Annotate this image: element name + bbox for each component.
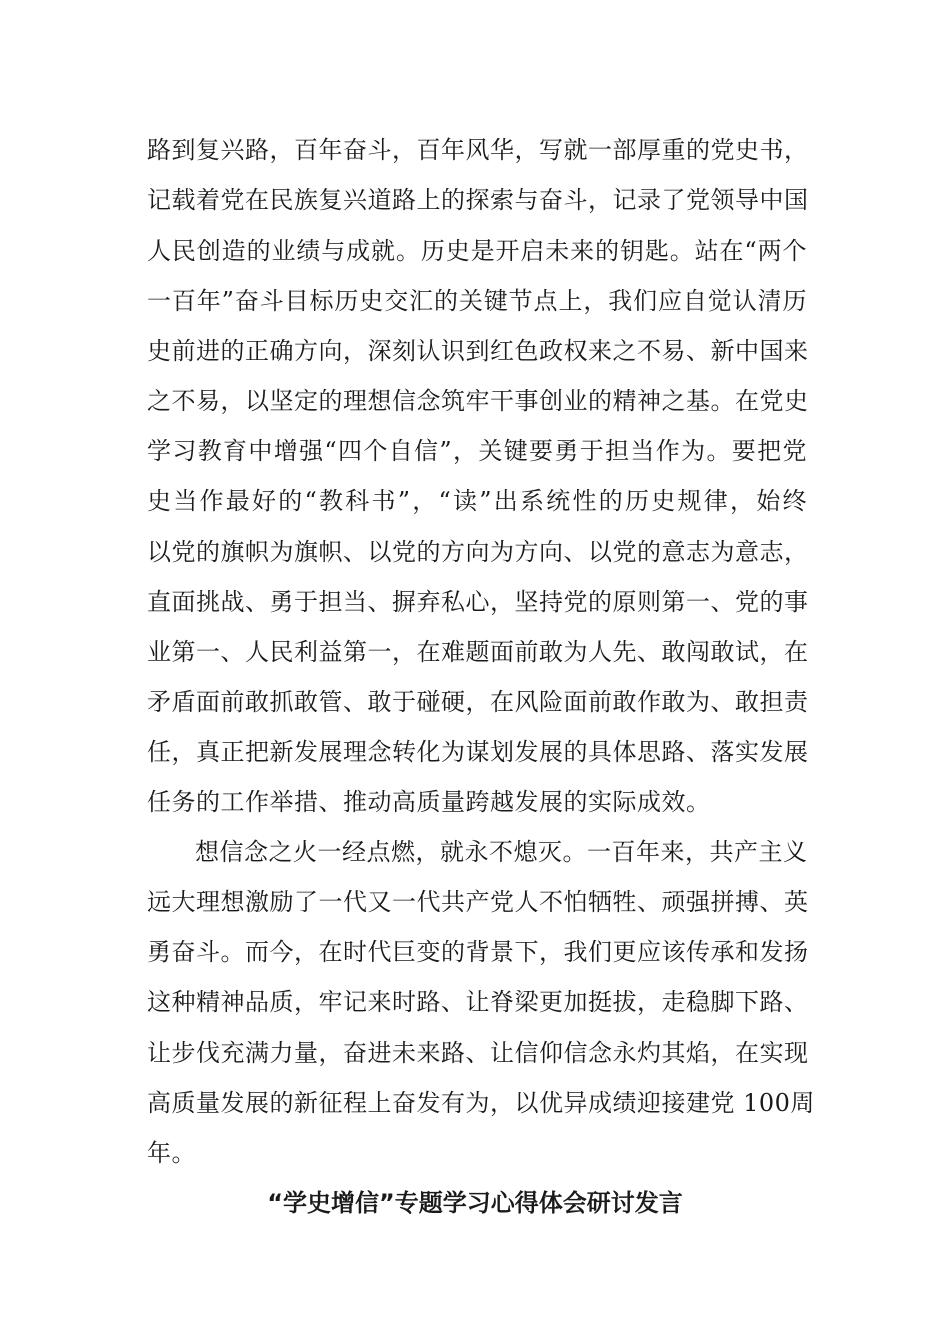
paragraph-2-line-7: 年。 bbox=[147, 1139, 196, 1167]
paragraph-2-line-3: 勇奋斗。而今，在时代巨变的背景下，我们更应该传承和发扬 bbox=[147, 938, 809, 966]
paragraph-1-line-7: 学习教育中增强“四个自信”，关键要勇于担当作为。要把党 bbox=[147, 437, 807, 465]
paragraph-1-line-11: 业第一、人民利益第一，在难题面前敢为人先、敢闯敢试，在 bbox=[147, 638, 809, 666]
paragraph-2-line-4: 这种精神品质，牢记来时路、让脊梁更加挺拔，走稳脚下路、 bbox=[147, 988, 809, 1016]
paragraph-2-line-2: 远大理想激励了一代又一代共产党人不怕牺牲、顽强拼搏、英 bbox=[147, 888, 809, 916]
paragraph-1-line-12: 矛盾面前敢抓敢管、敢于碰硬，在风险面前敢作敢为、敢担责 bbox=[147, 688, 809, 716]
paragraph-1-line-2: 记载着党在民族复兴道路上的探索与奋斗，记录了党领导中国 bbox=[147, 186, 809, 214]
paragraph-1-line-1: 路到复兴路，百年奋斗，百年风华，写就一部厚重的党史书， bbox=[147, 136, 809, 164]
paragraph-1-line-14: 任务的工作举措、推动高质量跨越发展的实际成效。 bbox=[147, 788, 711, 816]
paragraph-1-line-8: 史当作最好的“教科书”，“读”出系统性的历史规律，始终 bbox=[147, 487, 807, 515]
paragraph-1-line-6: 之不易，以坚定的理想信念筑牢干事创业的精神之基。在党史 bbox=[147, 387, 809, 415]
paragraph-2-line-6: 高质量发展的新征程上奋发有为，以优异成绩迎接建党 100周 bbox=[147, 1089, 815, 1117]
paragraph-1-line-5: 史前进的正确方向，深刻认识到红色政权来之不易、新中国来 bbox=[147, 337, 809, 365]
paragraph-2-line-1: 想信念之火一经点燃，就永不熄灭。一百年来，共产主义 bbox=[195, 838, 808, 866]
paragraph-2-line-5: 让步伐充满力量，奋进未来路、让信仰信念永灼其焰，在实现 bbox=[147, 1039, 809, 1067]
section-heading: “学史增信”专题学习心得体会研讨发言 bbox=[267, 1189, 683, 1217]
paragraph-1-line-13: 任，真正把新发展理念转化为谋划发展的具体思路、落实发展 bbox=[147, 738, 809, 766]
paragraph-1-line-9: 以党的旗帜为旗帜、以党的方向为方向、以党的意志为意志， bbox=[147, 538, 809, 566]
paragraph-1-line-4: 一百年”奋斗目标历史交汇的关键节点上，我们应自觉认清历 bbox=[147, 287, 807, 315]
paragraph-1-line-3: 人民创造的业绩与成就。历史是开启未来的钥匙。站在“两个 bbox=[147, 237, 807, 265]
paragraph-1-line-10: 直面挑战、勇于担当、摒弃私心，坚持党的原则第一、党的事 bbox=[147, 588, 809, 616]
